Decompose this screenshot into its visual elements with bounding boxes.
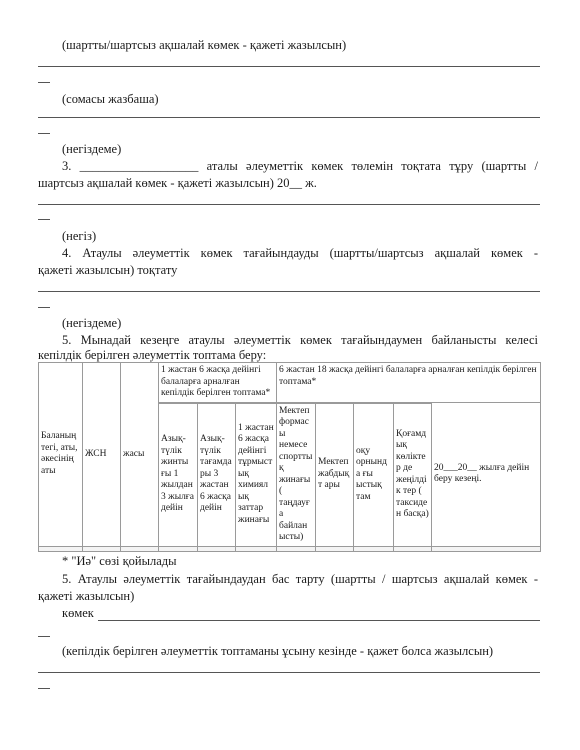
note-basis: (негіз)	[62, 229, 97, 243]
table-cell	[121, 546, 159, 551]
header-period: 20___20__ жылға дейін беру кезеңі.	[432, 402, 541, 546]
header-supplies: Мектеп жабдықт ары	[316, 403, 354, 546]
header-age: жасы	[121, 363, 159, 547]
header-group-6-18: 6 жастан 18 жасқа дейінгі балаларға арналған кепілдік берілген топтама*	[277, 363, 541, 403]
item-3-line-2: шартсыз ақшалай көмек - қажеті жазылсын) 20__ ж.	[38, 176, 317, 190]
fill-line	[98, 620, 540, 621]
item-5b-line-1: 5. Атаулы әлеуметтік тағайындаудан бас тарту (шартты / шартсыз ақшалай көмек -	[62, 572, 538, 586]
social-package-table	[38, 362, 541, 552]
note-amount-words: (сомасы жазбаша)	[62, 92, 159, 106]
note-payment-type: (шартты/шартсыз ақшалай көмек - қажеті жазылсын)	[62, 38, 347, 52]
table-row	[39, 546, 541, 551]
item-5-line-1: 5. Мынадай кезеңге атаулы әлеуметтік көмек тағайындаумен байланысты келесі	[62, 333, 538, 347]
header-group-1-6: 1 жастан 6 жасқа дейінгі балаларға арналған кепілдік берілген топтама*	[159, 363, 277, 403]
table-footnote: * "Иә" сөзі қойылады	[62, 554, 177, 568]
fill-line	[38, 204, 540, 205]
table-cell	[236, 546, 277, 551]
aid-label: көмек	[62, 606, 94, 620]
header-child-name: Баланың тегі, аты, әкесінің аты	[39, 363, 83, 547]
fill-dash	[38, 636, 50, 637]
note-justification: (негіздеме)	[62, 316, 122, 330]
header-transport: Қоғамд ық көліктер де жеңілдік тер ( таксиде н басқа)	[394, 403, 432, 546]
note-package-provision: (кепілдік берілген әлеуметтік топтаманы ұсыну кезінде - қажет болса жазылсын)	[62, 644, 494, 658]
table-cell	[354, 546, 394, 551]
header-iin: ЖСН	[83, 363, 121, 547]
header-uniform: Мектеп формасы немесе спорттық жинағы ( таңдауға байланысты)	[277, 403, 316, 546]
fill-line	[38, 291, 540, 292]
table-cell	[394, 546, 432, 551]
fill-line	[38, 117, 540, 118]
item-5-line-2: кепілдік берілген әлеуметтік топтама беру:	[38, 348, 267, 362]
fill-dash	[38, 307, 50, 308]
item-5b-line-2: қажеті жазылсын)	[38, 589, 135, 603]
header-hygiene: 1 жастан 6 жасқа дейінгі тұрмыст ық химиял ық заттар жинағы	[236, 403, 277, 546]
fill-line	[38, 66, 540, 67]
fill-dash	[38, 82, 50, 83]
note-justification: (негіздеме)	[62, 142, 122, 156]
header-meals: оқу орнында ғы ыстық там	[354, 403, 394, 546]
table-cell	[198, 546, 236, 551]
fill-dash	[38, 219, 50, 220]
item-4-line-1: 4. Атаулы әлеуметтік көмек тағайындауды (шартты/шартсыз ақшалай көмек -	[62, 246, 538, 260]
item-4-line-2: қажеті жазылсын) тоқтату	[38, 263, 178, 277]
table-cell	[277, 546, 316, 551]
table-cell	[83, 546, 121, 551]
item-3-line-1: 3. ___________________ аталы әлеуметтік көмек төлемін тоқтата тұру (шартты /	[62, 159, 538, 173]
fill-dash	[38, 133, 50, 134]
table-cell	[39, 546, 83, 551]
table-cell	[316, 546, 354, 551]
header-food-3-6: Азық-түлік тағамда ры 3 жастан 6 жасқа дейін	[198, 403, 236, 546]
fill-dash	[38, 688, 50, 689]
table-cell	[159, 546, 198, 551]
table-cell	[432, 546, 541, 551]
header-food-1-3: Азық-түлік жинты ғы 1 жылдан 3 жылға дейін	[159, 403, 198, 546]
fill-line	[38, 672, 540, 673]
